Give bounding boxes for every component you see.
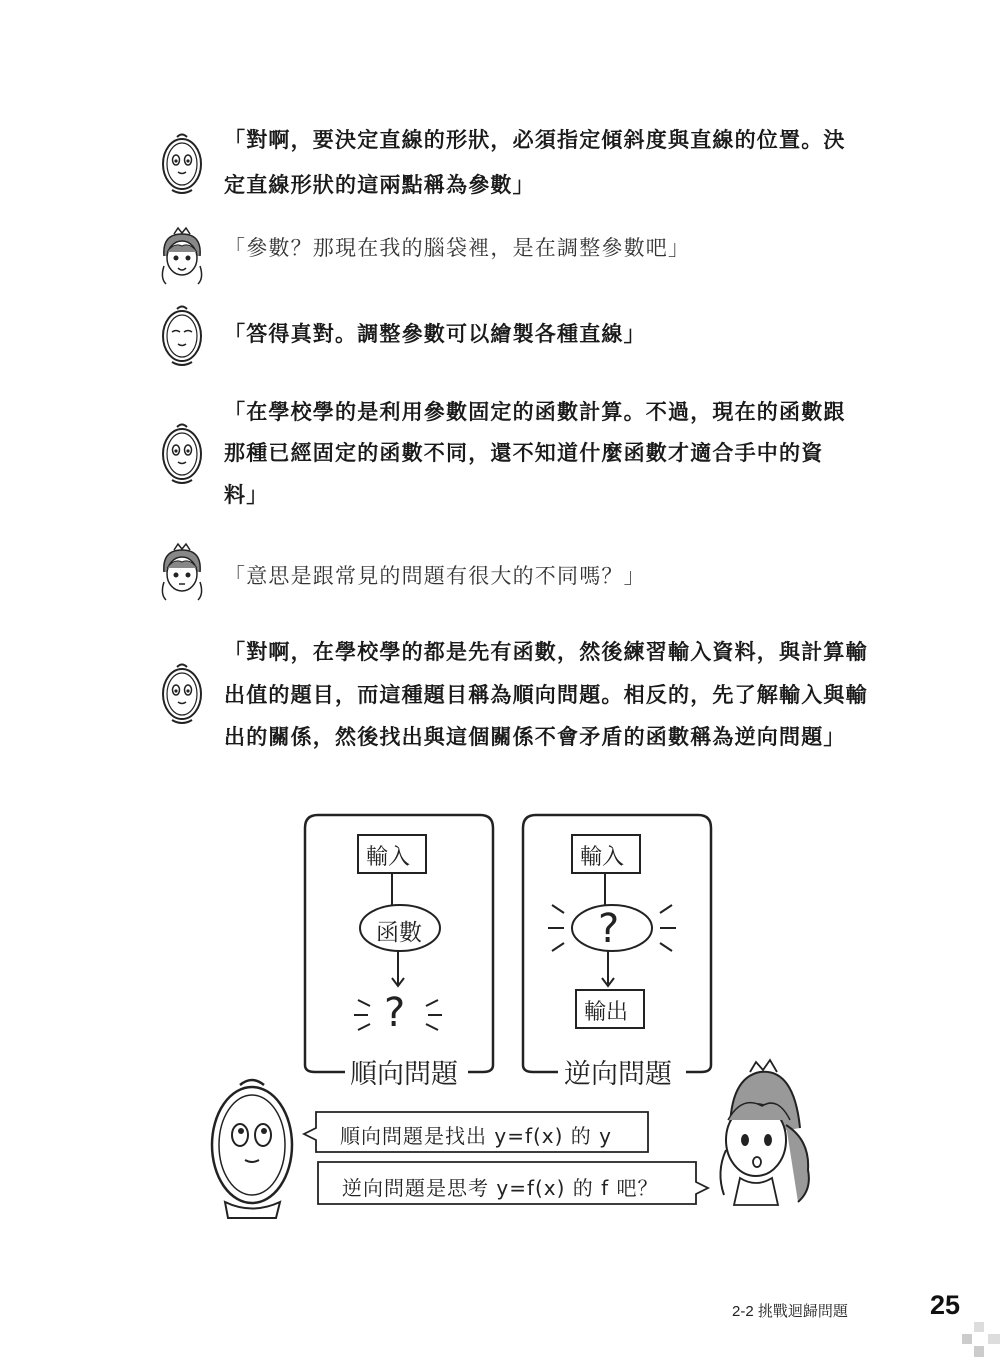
page-number: 25: [930, 1290, 961, 1320]
mirror-avatar-icon: [150, 130, 214, 198]
dialogue-line: 出的關係，然後找出與這個關係不會矛盾的函數稱為逆向問題」: [224, 725, 846, 749]
inverse-output-label: 輸出: [584, 1000, 629, 1025]
dialogue-line: 「對啊，要決定直線的形狀，必須指定傾斜度與直線的位置。決: [224, 128, 846, 152]
inverse-title: 逆向問題: [564, 1059, 672, 1090]
inverse-input-label: 輸入: [580, 845, 625, 870]
mirror-avatar-icon: [150, 660, 214, 728]
mirror-avatar-icon: [150, 420, 214, 488]
girl-avatar-icon: [150, 538, 214, 606]
dialogue-line: 「參數？那現在我的腦袋裡，是在調整參數吧」: [224, 236, 691, 260]
dialogue-line: 料」: [224, 483, 269, 507]
dialogue-line: 「意思是跟常見的問題有很大的不同嗎？」: [224, 564, 646, 588]
corner-pattern: [962, 1322, 1000, 1357]
dialogue-line: 那種已經固定的函數不同，還不知道什麼函數才適合手中的資: [224, 441, 824, 465]
diagram-drawing: [200, 810, 820, 1230]
dialogue-line: 出值的題目，而這種題目稱為順向問題。相反的，先了解輸入與輸: [224, 683, 868, 707]
forward-bubble-text: 順向問題是找出 y=f(x) 的 y: [340, 1124, 612, 1148]
section-label: 2-2 挑戰迴歸問題: [732, 1303, 848, 1320]
dialogue-line: 「在學校學的是利用參數固定的函數計算。不過，現在的函數跟: [224, 400, 846, 424]
dialogue-line: 定直線形狀的這兩點稱為參數」: [224, 173, 535, 197]
problem-diagram: [200, 810, 820, 1230]
dialogue-line: 「答得真對。調整參數可以繪製各種直線」: [224, 322, 646, 346]
girl-avatar-icon: [150, 222, 214, 290]
forward-output-label: ?: [384, 990, 406, 1036]
forward-input-label: 輸入: [366, 845, 411, 870]
inverse-bubble-text: 逆向問題是思考 y=f(x) 的 f 吧？: [342, 1176, 659, 1200]
mirror-avatar-icon: [150, 302, 214, 370]
dialogue-line: 「對啊，在學校學的都是先有函數，然後練習輸入資料，與計算輸: [224, 640, 868, 664]
inverse-function-label: ?: [598, 906, 620, 952]
forward-title: 順向問題: [350, 1059, 458, 1090]
forward-function-label: 函數: [376, 920, 422, 946]
